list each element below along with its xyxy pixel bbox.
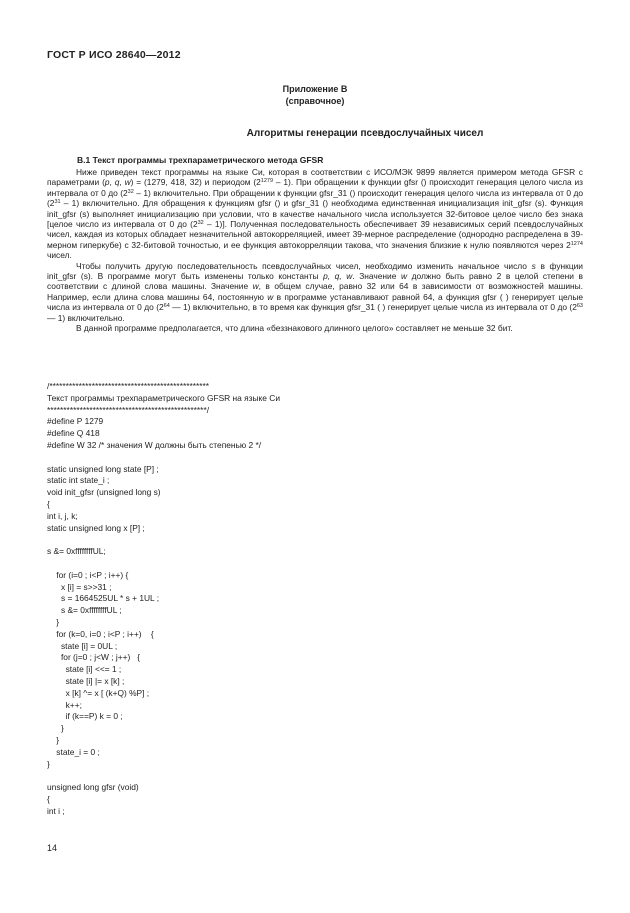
annex-subtitle: (справочное) [285, 96, 345, 106]
subsection-title: В.1 Текст программы трехпараметрического метода GFSR [77, 155, 324, 165]
paragraph-3: В данной программе предполагается, что длина «беззнакового длинного целого» составляет не меньше 32 бит. [76, 323, 513, 334]
paragraph-2: Чтобы получить другую последовательность псевдослучайных чисел, необходимо изменить начальное число s в функции init_gfsr (s). В программе могут быть изменены только константы p, q, w. Значение w должно быть равно 2 в целой степени в соответствии с длиной слова машины. Значение w, в общем случае, равно 32 или 64 в зависимости от возможностей машины. Например, если длина слова машины 64, постоянную w в программе устанавливают равной 64, а функция gfsr ( ) генерирует целые числа из интервала от 0 до ($2^{64}$ — 1) включительно, в то время как функция gfsr_31 ( ) генерирует целые числа из интервала от 0 до ($2^{63}$ — 1) включительно. [47, 260, 583, 323]
code-listing: /************************************************* Текст программы трехпараметрического GFSR на языке Си *************************************************/ #define P 1279 #define Q 418 #define W 32 /* значения W должны быть степенью 2 */ static unsigned long state [P] ; static int state_i ; void init_gfsr (unsigned long s) { int i, j, k; static unsigned long x [P] ; s &= 0xffffffffUL; for (i=0 ; i<P ; i++) { x [i] = s>>31 ; s = 1664525UL * s + 1UL ; s &= 0xffffffffUL ; } for (k=0, i=0 ; i<P ; i++) { state [i] = 0UL ; for (j=0 ; j<W ; j++) { state [i] <<= 1 ; state [i] |= x [k] ; x [k] ^= x [ (k+Q) %P] ; k++; if (k==P) k = 0 ; } } state_i = 0 ; } unsigned long gfsr (void) { int i ; [47, 381, 281, 816]
paragraph-1: Ниже приведен текст программы на языке Си, которая в соответствии с ИСО/МЭК 9899 является примером метода GFSR с параметрами (p, q, w) = (1279, 418, 32) и периодом $(2^{1279} - 1)$. При обращении к функции gfsr () происходит генерация целого числа из интервала от 0 до $(2^{32} - 1)$ включительно. При обращении к функции gfsr_31 () происходит генерация целого числа из интервала от 0 до $(2^{31} - 1)$ включительно. Для обращения к функциям gfsr () и gfsr_31 () необходима единственная инициализация init_gfsr (s). Функция init_gfsr (s) выполняет инициализацию при условии, что в качестве начального числа используется 32-битовое целое число без знака [целое число из интервала от 0 до $(2^{32} - 1)$]. Полученная последовательность обеспечивает 39 независимых серий псевдослучайных чисел, каждая из которых обладает незначительной автокорреляцией, имеет 39-мерное распределение (однородно распределена в 39-мерном гиперкубе) с 32-битовой точностью, и ее функция автокорреляции такова, что значения близкие к нулю появляются через $2^{1274}$ чисел. [47, 167, 584, 261]
section-title: Алгоритмы генерации псевдослучайных чисел [246, 128, 484, 139]
body-text [47, 167, 583, 334]
document-header: ГОСТ Р ИСО 28640—2012 [47, 49, 181, 61]
page-number: 14 [47, 843, 58, 853]
annex-title: Приложение В [282, 84, 348, 94]
